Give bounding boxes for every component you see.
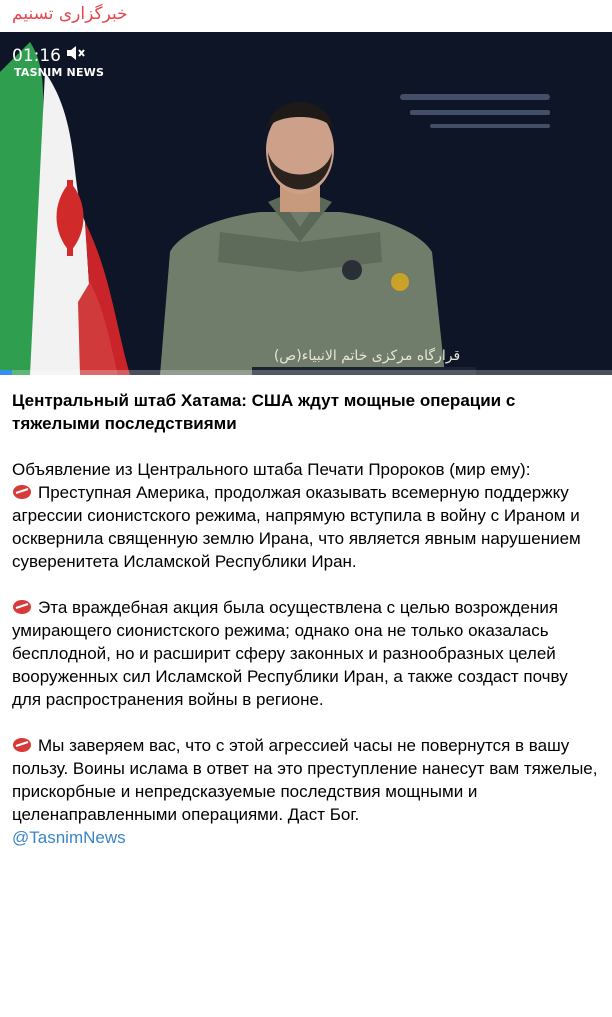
channel-name[interactable]: خبرگزاری تسنیم (12, 4, 128, 24)
badge-left (342, 260, 362, 280)
post-paragraph-2: Эта враждебная акция была осуществлена с целью возрождения умирающего сионистского режима; однако она не только оказалась бесплодной, но и расширит сферу законных и разнообразных целей вооруженных сил Исламской Республики Иран, а также создаст почву для распространения войны в регионе. (12, 598, 568, 709)
post-block-2 (12, 596, 600, 711)
post-content (0, 375, 612, 849)
video-time: 01:16 (12, 45, 61, 66)
video-progress-bar[interactable] (0, 370, 612, 375)
channel-link[interactable]: @TasnimNews (12, 828, 126, 847)
channel-header (0, 0, 612, 32)
video-frame (0, 32, 612, 375)
podium-banner-text: قرارگاه مرکزی خاتم الانبیاء(ص) (273, 348, 461, 364)
post-block-3 (12, 734, 600, 849)
red-bullet-icon (12, 598, 32, 614)
post-title: Центральный штаб Хатама: США ждут мощные операции с тяжелыми последствиями (12, 391, 516, 433)
red-bullet-icon (12, 483, 32, 499)
red-bullet-icon (12, 736, 32, 752)
post-intro-block (12, 458, 600, 573)
video-progress-fill (0, 370, 12, 375)
video-player[interactable] (0, 32, 612, 375)
tasnim-logo: TASNIM NEWS (14, 66, 105, 79)
post-paragraph-1: Преступная Америка, продолжая оказывать всемерную поддержку агрессии сионистского режима, напрямую вступила в войну с Ираном и осквернила священную землю Ирана, что является явным нарушением суверенитета Исламской Республики Иран. (12, 483, 581, 571)
post-paragraph-3: Мы заверяем вас, что с этой агрессией часы не повернутся в вашу пользу. Воины ислама в ответ на это преступление нанесут вам тяжелые, прискорбные и непредсказуемые последствия мощными и целенаправленными операциями. Даст Бог. (12, 736, 598, 824)
post-intro: Объявление из Центрального штаба Печати Пророков (мир ему): (12, 460, 531, 479)
video-timebar (12, 44, 85, 67)
badge-right (391, 273, 409, 291)
mute-icon[interactable] (65, 44, 85, 67)
